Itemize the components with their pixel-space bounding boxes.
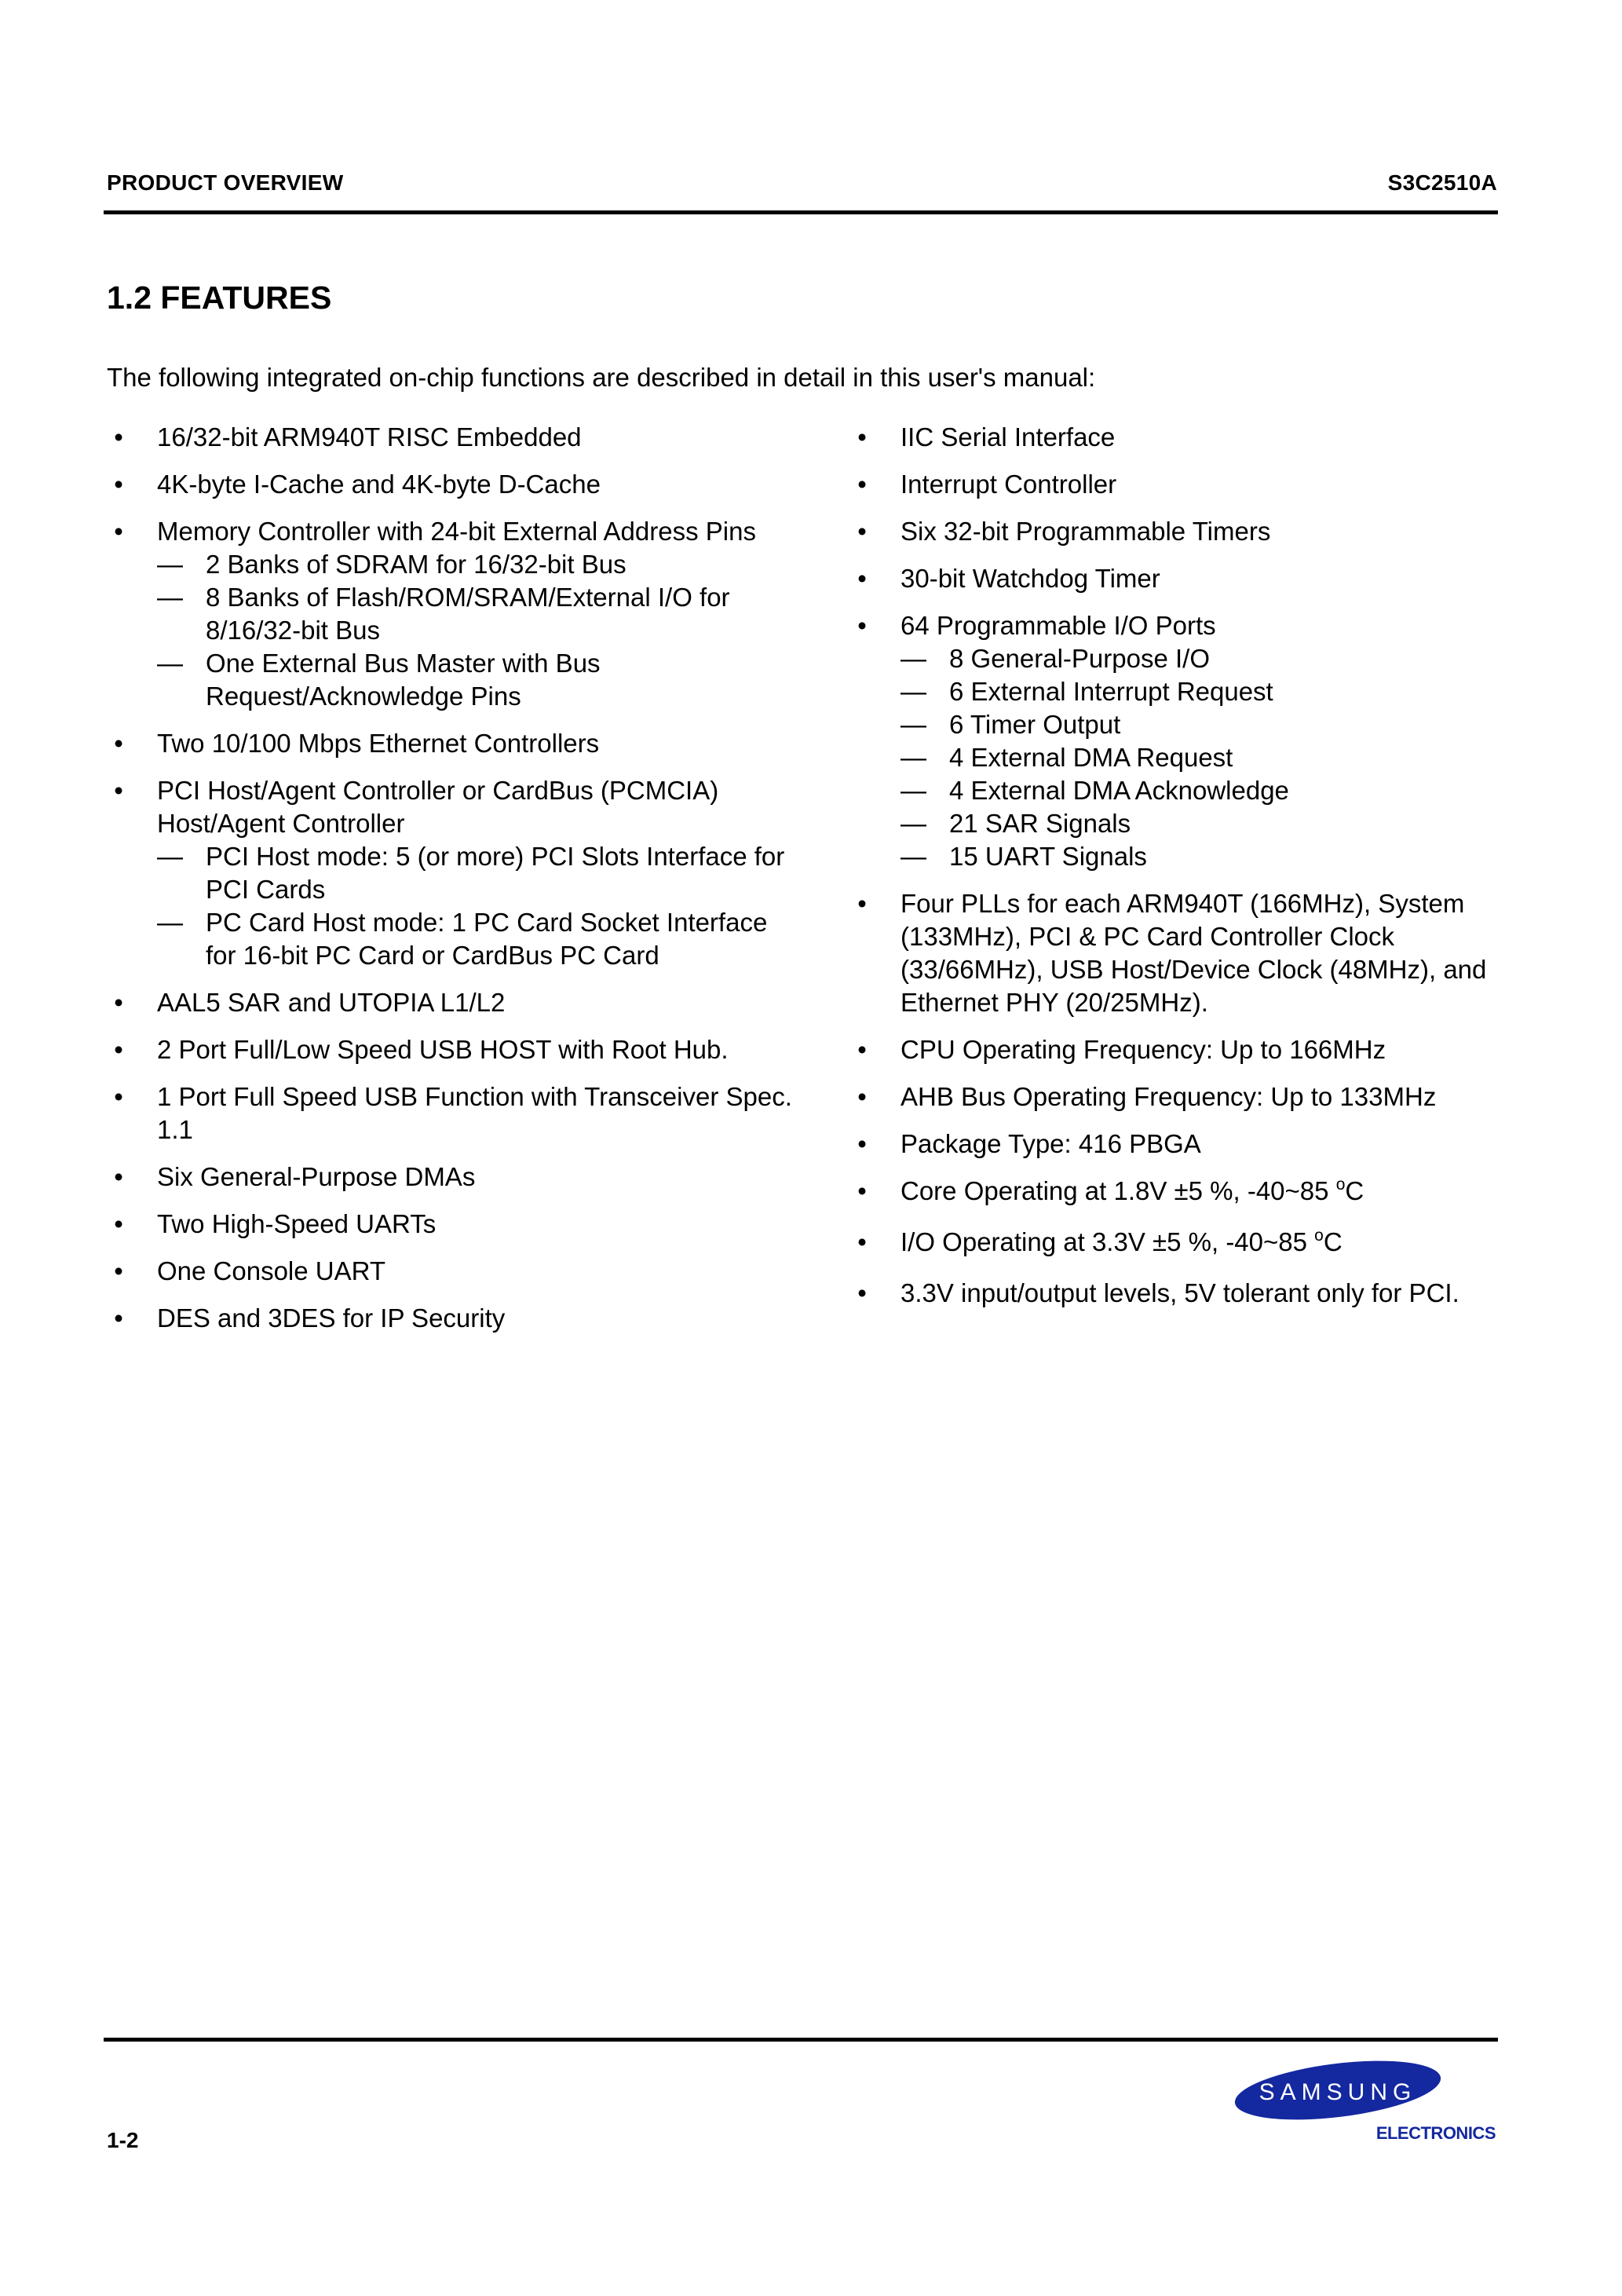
feature-item (850, 421, 1510, 454)
feature-item (107, 468, 798, 501)
bullet-icon: • (114, 1162, 123, 1191)
feature-text: Four PLLs for each ARM940T (166MHz), System (133MHz), PCI & PC Card Controller Clock (33/66MHz), USB Host/Device Clock (48MHz), and Ethernet PHY (20/25MHz). (901, 889, 1487, 1017)
degree-symbol: o (1335, 1175, 1346, 1194)
bullet-icon: • (114, 1209, 123, 1238)
feature-text: Package Type: 416 PBGA (901, 1129, 1201, 1158)
feature-text: PCI Host/Agent Controller or CardBus (PCMCIA) Host/Agent Controller (157, 776, 719, 838)
bullet-icon: • (114, 1256, 123, 1285)
bullet-icon: • (114, 422, 123, 452)
intro-paragraph: The following integrated on-chip functions are described in detail in this user's manual: (107, 363, 1096, 392)
bullet-icon: • (857, 1278, 867, 1307)
bullet-icon: • (114, 776, 123, 805)
degree-symbol: o (1314, 1227, 1324, 1245)
bullet-icon: • (857, 1176, 867, 1205)
feature-text: One Console UART (157, 1256, 386, 1285)
dash-marker: — (901, 644, 926, 673)
feature-text: Two 10/100 Mbps Ethernet Controllers (157, 729, 600, 758)
dash-marker: — (157, 908, 183, 937)
bullet-icon: • (114, 470, 123, 499)
feature-subitem (850, 642, 1510, 675)
bullet-icon: • (114, 729, 123, 758)
feature-subitem-text: 21 SAR Signals (949, 809, 1131, 838)
feature-item (850, 1128, 1510, 1161)
feature-subitem-text: 6 Timer Output (949, 710, 1121, 739)
feature-text (901, 1175, 1510, 1212)
feature-item (107, 986, 798, 1019)
feature-text: DES and 3DES for IP Security (157, 1303, 506, 1333)
header-rule (104, 210, 1498, 214)
feature-text: 4K-byte I-Cache and 4K-byte D-Cache (157, 470, 601, 499)
bullet-icon: • (114, 1303, 123, 1333)
feature-text: 2 Port Full/Low Speed USB HOST with Root Hub. (157, 1035, 729, 1064)
feature-text-unit: C (1323, 1227, 1343, 1256)
feature-text: Six 32-bit Programmable Timers (901, 517, 1271, 546)
feature-text: 30-bit Watchdog Timer (901, 564, 1160, 593)
feature-text: 3.3V input/output levels, 5V tolerant only for PCI. (901, 1278, 1459, 1307)
feature-subitem (850, 708, 1510, 741)
feature-subitem-text: 4 External DMA Acknowledge (949, 776, 1289, 805)
feature-item (850, 1175, 1510, 1212)
feature-item (107, 774, 798, 972)
bullet-icon: • (114, 1035, 123, 1064)
feature-subitem (850, 840, 1510, 873)
bullet-icon: • (857, 1129, 867, 1158)
feature-subitem-text: 2 Banks of SDRAM for 16/32-bit Bus (206, 550, 627, 579)
feature-item (107, 1080, 798, 1146)
feature-subitem-text: PCI Host mode: 5 (or more) PCI Slots Interface for PCI Cards (206, 842, 785, 904)
feature-text: Memory Controller with 24-bit External Address Pins (157, 517, 756, 546)
feature-item (850, 1277, 1510, 1310)
feature-item (107, 1255, 798, 1288)
feature-item (107, 1033, 798, 1066)
header-part-number: S3C2510A (1387, 170, 1497, 195)
feature-item (107, 515, 798, 713)
dash-marker: — (901, 809, 926, 838)
feature-subitem-text: 6 External Interrupt Request (949, 677, 1273, 706)
bullet-icon: • (857, 1082, 867, 1111)
feature-list-left (107, 421, 798, 1349)
feature-item (850, 515, 1510, 548)
feature-item (107, 421, 798, 454)
feature-item (850, 609, 1510, 873)
bullet-icon: • (857, 611, 867, 640)
feature-subitem (107, 647, 798, 713)
feature-subitem (850, 774, 1510, 807)
bullet-icon: • (857, 517, 867, 546)
logo-subtext: ELECTRONICS (1375, 2123, 1496, 2143)
dash-marker: — (901, 776, 926, 805)
feature-item (107, 727, 798, 760)
bullet-icon: • (857, 1227, 867, 1256)
feature-subitem (850, 807, 1510, 840)
feature-text: AHB Bus Operating Frequency: Up to 133MHz (901, 1082, 1437, 1111)
dash-marker: — (901, 677, 926, 706)
bullet-icon: • (857, 1035, 867, 1064)
feature-item (850, 468, 1510, 501)
feature-item (107, 1161, 798, 1194)
feature-subitem-text: 8 Banks of Flash/ROM/SRAM/External I/O for 8/16/32-bit Bus (206, 583, 730, 645)
feature-text: 64 Programmable I/O Ports (901, 611, 1216, 640)
dash-marker: — (157, 583, 183, 612)
feature-text: Interrupt Controller (901, 470, 1117, 499)
section-title: 1.2 FEATURES (107, 280, 332, 316)
feature-subitem (107, 840, 798, 906)
feature-text-main: I/O Operating at 3.3V ±5 %, -40~85 (901, 1227, 1315, 1256)
feature-subitem (107, 581, 798, 647)
feature-text: 16/32-bit ARM940T RISC Embedded (157, 422, 582, 452)
feature-text: Two High-Speed UARTs (157, 1209, 437, 1238)
feature-item (850, 887, 1510, 1019)
page-number: 1-2 (107, 2128, 139, 2152)
feature-subitem (850, 741, 1510, 774)
bullet-icon: • (114, 1082, 123, 1111)
feature-item (850, 1226, 1510, 1263)
dash-marker: — (157, 842, 183, 871)
bullet-icon: • (114, 988, 123, 1017)
dash-marker: — (157, 649, 183, 678)
feature-subitem-text: 8 General-Purpose I/O (949, 644, 1210, 673)
dash-marker: — (157, 550, 183, 579)
feature-subitem-text: PC Card Host mode: 1 PC Card Socket Interface for 16-bit PC Card or CardBus PC Card (206, 908, 768, 970)
bullet-icon: • (857, 470, 867, 499)
bullet-icon: • (857, 889, 867, 918)
feature-item (850, 1033, 1510, 1066)
feature-item (850, 1080, 1510, 1113)
feature-subitem (850, 675, 1510, 708)
feature-text: 1 Port Full Speed USB Function with Transceiver Spec. 1.1 (157, 1082, 792, 1144)
feature-text: Six General-Purpose DMAs (157, 1162, 476, 1191)
feature-subitem-text: 4 External DMA Request (949, 743, 1233, 772)
samsung-logo (1226, 2059, 1501, 2147)
feature-subitem (107, 548, 798, 581)
feature-subitem (107, 906, 798, 972)
feature-text (901, 1226, 1510, 1263)
dash-marker: — (901, 842, 926, 871)
feature-subitem-text: One External Bus Master with Bus Request/Acknowledge Pins (206, 649, 601, 711)
bullet-icon: • (857, 422, 867, 452)
feature-text-main: Core Operating at 1.8V ±5 %, -40~85 (901, 1176, 1336, 1205)
dash-marker: — (901, 710, 926, 739)
header-section-label: PRODUCT OVERVIEW (107, 170, 344, 195)
bullet-icon: • (857, 564, 867, 593)
feature-text-unit: C (1345, 1176, 1364, 1205)
logo-wordmark: SAMSUNG (1259, 2079, 1417, 2105)
feature-item (107, 1302, 798, 1335)
footer-rule (104, 2038, 1498, 2042)
feature-list-right (850, 421, 1510, 1324)
feature-text: IIC Serial Interface (901, 422, 1116, 452)
feature-subitem-text: 15 UART Signals (949, 842, 1147, 871)
feature-text: CPU Operating Frequency: Up to 166MHz (901, 1035, 1386, 1064)
feature-text: AAL5 SAR and UTOPIA L1/L2 (157, 988, 506, 1017)
bullet-icon: • (114, 517, 123, 546)
feature-item (107, 1208, 798, 1241)
feature-item (850, 562, 1510, 595)
dash-marker: — (901, 743, 926, 772)
